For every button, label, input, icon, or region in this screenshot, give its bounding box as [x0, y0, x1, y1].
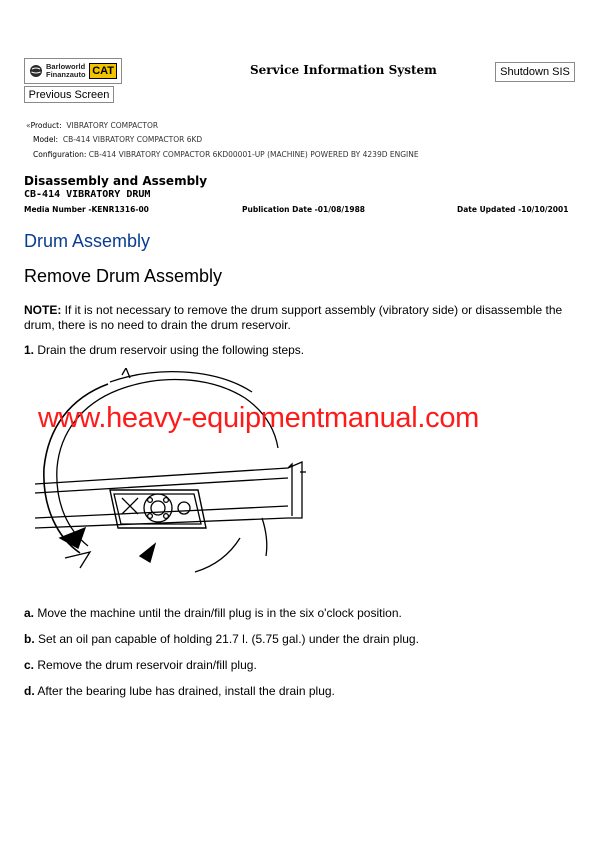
- logo-line-2: Finanzauto: [46, 70, 86, 79]
- previous-screen-button[interactable]: Previous Screen: [24, 86, 114, 103]
- model-line: [33, 135, 202, 144]
- remove-drum-heading: Remove Drum Assembly: [24, 266, 223, 286]
- step-number: 1.: [24, 343, 35, 357]
- note-text: If it is not necessary to remove the drum support assembly (vibratory side) or disassemble the drum, there is no need to drain the drum reservoir.: [24, 303, 563, 332]
- date-updated: Date Updated -10/10/2001: [457, 205, 569, 214]
- publication-date: Publication Date -01/08/1988: [242, 205, 366, 214]
- watermark-text: www.heavy-equipmentmanual.com: [38, 402, 480, 434]
- configuration-line: [33, 150, 419, 159]
- barloworld-cat-logo: [24, 58, 122, 84]
- drum-illustration: [30, 368, 330, 578]
- back-arrow-icon[interactable]: «: [26, 121, 31, 130]
- cat-logo: CAT: [89, 63, 117, 79]
- step-d: [24, 684, 576, 699]
- step-1: [24, 343, 576, 358]
- shutdown-button[interactable]: Shutdown SIS: [495, 62, 575, 82]
- note-label: NOTE:: [24, 303, 62, 317]
- configuration-label: Configuration:: [33, 150, 87, 159]
- step-letter: c.: [24, 658, 35, 672]
- step-letter: d.: [24, 684, 35, 698]
- media-number: Media Number -KENR1316-00: [24, 205, 149, 214]
- step-c: [24, 658, 576, 673]
- section-heading: Disassembly and Assembly: [24, 174, 208, 188]
- step-b: [24, 632, 576, 647]
- logo-wordmark: [46, 63, 86, 79]
- document-subtitle: CB-414 VIBRATORY DRUM: [24, 189, 151, 200]
- globe-icon: [29, 64, 43, 78]
- configuration-value: CB-414 VIBRATORY COMPACTOR 6KD00001-UP (MACHINE) POWERED BY 4239D ENGINE: [88, 150, 419, 159]
- model-label: Model:: [33, 135, 59, 144]
- step-letter: a.: [24, 606, 35, 620]
- product-label: Product:: [30, 121, 62, 130]
- step-text: After the bearing lube has drained, install the drain plug.: [34, 684, 335, 698]
- step-text: Move the machine until the drain/fill plug is in the six o'clock position.: [34, 606, 402, 620]
- product-line: [26, 121, 158, 130]
- step-a: [24, 606, 576, 621]
- step-text: Drain the drum reservoir using the following steps.: [34, 343, 305, 357]
- note-paragraph: [24, 303, 576, 333]
- step-letter: b.: [24, 632, 35, 646]
- step-text: Remove the drum reservoir drain/fill plug.: [34, 658, 257, 672]
- page-title: Service Information System: [250, 63, 437, 77]
- drum-assembly-heading: Drum Assembly: [24, 231, 151, 251]
- product-value: VIBRATORY COMPACTOR: [66, 121, 159, 130]
- model-value: CB-414 VIBRATORY COMPACTOR 6KD: [62, 135, 203, 144]
- step-text: Set an oil pan capable of holding 21.7 l. (5.75 gal.) under the drain plug.: [34, 632, 419, 646]
- logo-line-1: Barloworld: [46, 62, 86, 71]
